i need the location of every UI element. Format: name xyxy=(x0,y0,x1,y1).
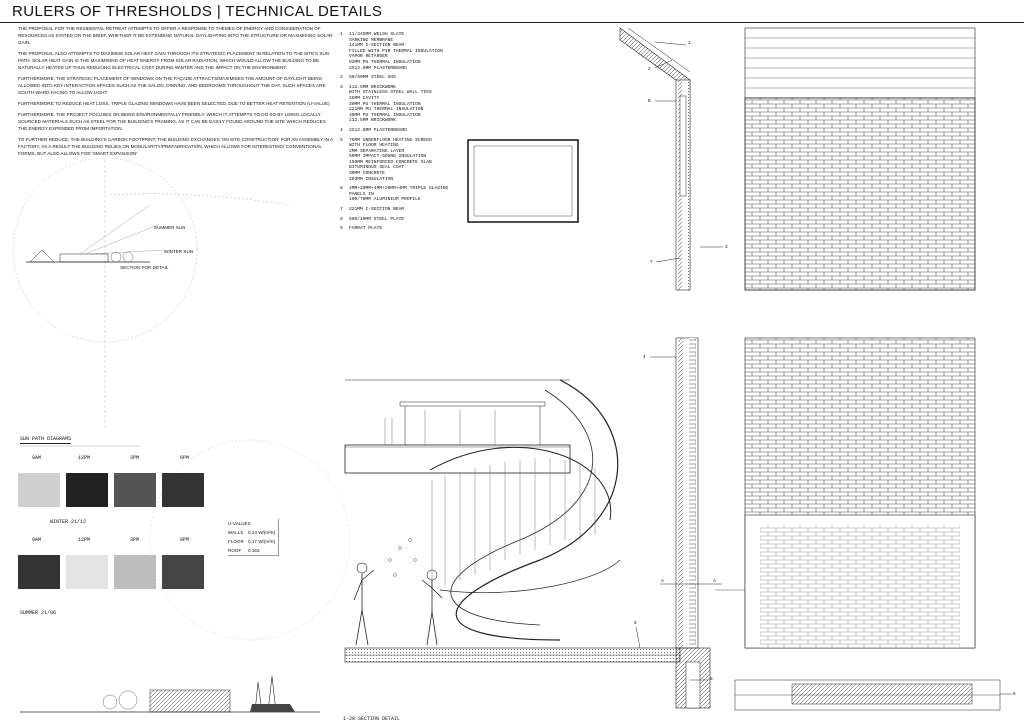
section-mark: A xyxy=(661,578,665,583)
elevation-lower xyxy=(745,338,975,648)
spec-number: 6 xyxy=(340,186,343,192)
u-values-table xyxy=(228,519,279,556)
callout-number: 1 xyxy=(688,40,691,45)
spec-text: 221MM I-SECTION BEAM xyxy=(349,207,405,213)
spec-text: 50/50MM STEEL SHS xyxy=(349,75,396,81)
callout-number: 8 xyxy=(648,98,651,103)
callout-number: 7 xyxy=(650,259,653,264)
spec-number: 5 xyxy=(340,137,343,143)
intro-paragraph: FURTHERMORE, THE PROJECT FOCUSES ON BEING ENVIRONMENTALLY FRIENDLY, WHICH IT ATTEMPTS TO DO SO BY USING LOCALLY SOURCED MATERIALS SUCH AS STEEL FOR THE BUILDING'S FRAMING, AS IT CAN BE EASILY FOUND AROUND THE SITE WHICH REDUCES THE ENERGY EXPENDED FROM IMPORTATION. xyxy=(18,112,326,131)
spec-text: 112.5MM BRICKWORK WITH STAINLESS STEEL WALL TIES 25MM CAVITY 30MM PU THERMAL INSULATION 221MM PU THERMAL INSULATION 30MM PU THERMAL INSULATION 112.5MM BRICKWORK xyxy=(349,84,432,124)
spec-number: 2 xyxy=(340,75,343,81)
spec-text: 11/345MM WELSH SLATE SARKING MEMBRANE 141MM I-SECTION BEAM FILLED WITH PIR THERMAL INSULATION VAPOR RETARDER 92MM PU THERMAL INSULATION 2X12.5MM PLASTERBOARD xyxy=(349,32,443,71)
intro-paragraph: THE PROPOSAL ALSO ATTEMPTS TO MAXIMISE SOLAR HEAT GAIN THROUGH ITS STRATEGIC PLACEMENT IN RELATION TO THE SITE'S SUN PATH. SOLAR HEAT GAIN IS THE MAXIMISING OF HEAT ENERGY FROM SOLAR RADIATION, WHICH WOULD ALLOW THE BUILDING TO BE NATURALLY HEATED UP THUS REDUCING ELECTRICAL COST DURING WINTER AND THE IMPACT ON THE ENVIRONMENT. xyxy=(18,51,330,70)
time-label: 6PM xyxy=(180,455,190,461)
site-elevation-sketch xyxy=(20,676,320,712)
u-value-label: ROOF xyxy=(228,548,242,553)
floor-slab xyxy=(345,648,680,662)
sun-shadow-thumbnail xyxy=(66,473,108,507)
winter-sun-label: WINTER SUN xyxy=(164,249,194,254)
spec-text: 500/10MM STEEL PLATE xyxy=(349,216,405,222)
intro-paragraph: TO FURTHER REDUCE, THE BUILDING'S CARBON FOOTPRINT, THE BUILDING EXCHANGES 'ON SITE CONSTRUCTION' FOR AN ASSEMBLY IN A FACTORY, AS A RESULT THE BUILDING RELIES ON MODULARITY/PREFABRICATION, WHICH ALLOWS FOR INTERESTING/ CONVENTIONAL FORMS, BUT ALSO ALLOWS FOR 'SMART EXPANSION' xyxy=(18,137,333,156)
spec-number: 7 xyxy=(340,207,343,213)
sun-shadow-thumbnail xyxy=(18,555,60,589)
callout-number: 4 xyxy=(643,354,646,359)
u-value: 0,24 W/(m²K) xyxy=(248,530,276,535)
time-label: 12PM xyxy=(78,455,91,461)
sun-path-heading: SUN PATH DIAGRAMS xyxy=(20,436,72,442)
sun-shadow-thumbnail xyxy=(114,473,156,507)
u-value-label: WALLS xyxy=(228,530,244,535)
spec-number: 4 xyxy=(340,127,343,133)
sun-shadow-thumbnail xyxy=(66,555,108,589)
section-detail-caption: 1-20 SECTION DETAIL xyxy=(343,716,401,722)
callout-number: 5 xyxy=(634,620,637,625)
roof-section-detail xyxy=(620,28,690,290)
wall-section-detail xyxy=(676,338,710,708)
window-frame xyxy=(468,140,578,222)
spec-number: 1 xyxy=(340,32,343,37)
u-value-row xyxy=(228,537,278,546)
sun-shadow-thumbnail xyxy=(114,555,156,589)
spec-number: 9 xyxy=(340,226,343,232)
u-value: 0,17 W/(m²K) xyxy=(248,539,276,544)
spec-text: 2X12.5MM PLASTERBOARD xyxy=(349,127,407,133)
spiral-staircase xyxy=(345,380,620,640)
sun-shadow-thumbnail xyxy=(18,473,60,507)
winter-label: WINTER 21/12 xyxy=(50,519,87,525)
spec-number: 8 xyxy=(340,216,343,222)
time-label: 12PM xyxy=(78,537,91,543)
time-label: 6PM xyxy=(180,537,190,543)
spec-text: 4MM+20MM+4MM+20MM+4MM TRIPLE GLAZING PANELS IN 100/70MM ALUMINIUM PROFILE xyxy=(349,186,449,203)
callout-number: 9 xyxy=(710,676,713,681)
time-label: 3PM xyxy=(130,455,140,461)
u-value-row xyxy=(228,546,278,555)
plan-detail xyxy=(735,680,1000,710)
callout-number: 3 xyxy=(725,244,728,249)
time-label: 9AM xyxy=(32,537,42,543)
spec-text: 75MM UNDERFLOOR HEATING SCREED WITH FLOOR HEATING 2MM SEPARATING LAYER 50MM IMPACT-SOUND INSULATION 150MM REINFORCED CONCRETE SLAB BITUMINOUS SEAL COAT 30MM CONCRETE 193MM INSULATION xyxy=(349,137,432,182)
u-value: 0,163 xyxy=(248,548,260,553)
section-mark: A xyxy=(713,578,717,583)
sun-shadow-thumbnail xyxy=(162,555,204,589)
elevation-upper xyxy=(745,28,975,290)
page-title: RULERS OF THRESHOLDS | TECHNICAL DETAILS xyxy=(12,3,383,20)
summer-sun-label: SUMMER SUN xyxy=(154,225,186,230)
time-label: 3PM xyxy=(130,537,140,543)
spec-text: FARRAT PLATE xyxy=(349,226,383,232)
time-label: 9AM xyxy=(32,455,42,461)
section-for-detail-label: SECTION FOR DETAIL xyxy=(120,265,169,270)
intro-paragraph: THE PROPOSAL FOR THE RESIDENTAL RETREAT ATTEMPTS TO OFFER A RESPONSE TO THEMES OF ENERGY AND CONSIDERATION OF RESOURCES AS STATED ON THE BRIEF, WHETHER IT BE EXTENDING NATURAL DAYLIGHTING INTO THE STRUCTURE OR MAXIMISING SOLAR GAIN. xyxy=(18,26,333,45)
spec-number: 3 xyxy=(340,84,343,90)
u-value-row xyxy=(228,528,278,537)
callout-number: 2 xyxy=(648,66,651,71)
intro-paragraph: FURTHERMORE TO REDUCE HEAT LOSS, TRIPLE GLAZING WINDOWS HAVE BEEN SELECTED, DUE TO BETTER HEAT RETENTION (U-VALUE) xyxy=(18,101,330,106)
intro-paragraph: FURTHERMORE, THE STRATEGIC PLACEMENT OF WINDOWS ON THE FAÇADE ATTRACTS/MAXIMISES THE AMOUNT OF DAYLIGHT BEING ALLOWED INTO KEY INTERACTION SPACES SUCH AS THE SALON, DINNING, AND BEDROOMS THROUGHOUT THE DAY. SUCH SPACES ARE SOUTH-WARD FACING TO ALLOW LIGHT. xyxy=(18,76,326,95)
callout-number: 6 xyxy=(1013,691,1016,696)
summer-label: SUMMER 21/06 xyxy=(20,610,57,616)
u-values-heading: U-VALUES xyxy=(228,521,251,526)
sun-shadow-thumbnail xyxy=(162,473,204,507)
people-figures xyxy=(354,539,442,645)
u-value-label: FLOOR xyxy=(228,539,244,544)
